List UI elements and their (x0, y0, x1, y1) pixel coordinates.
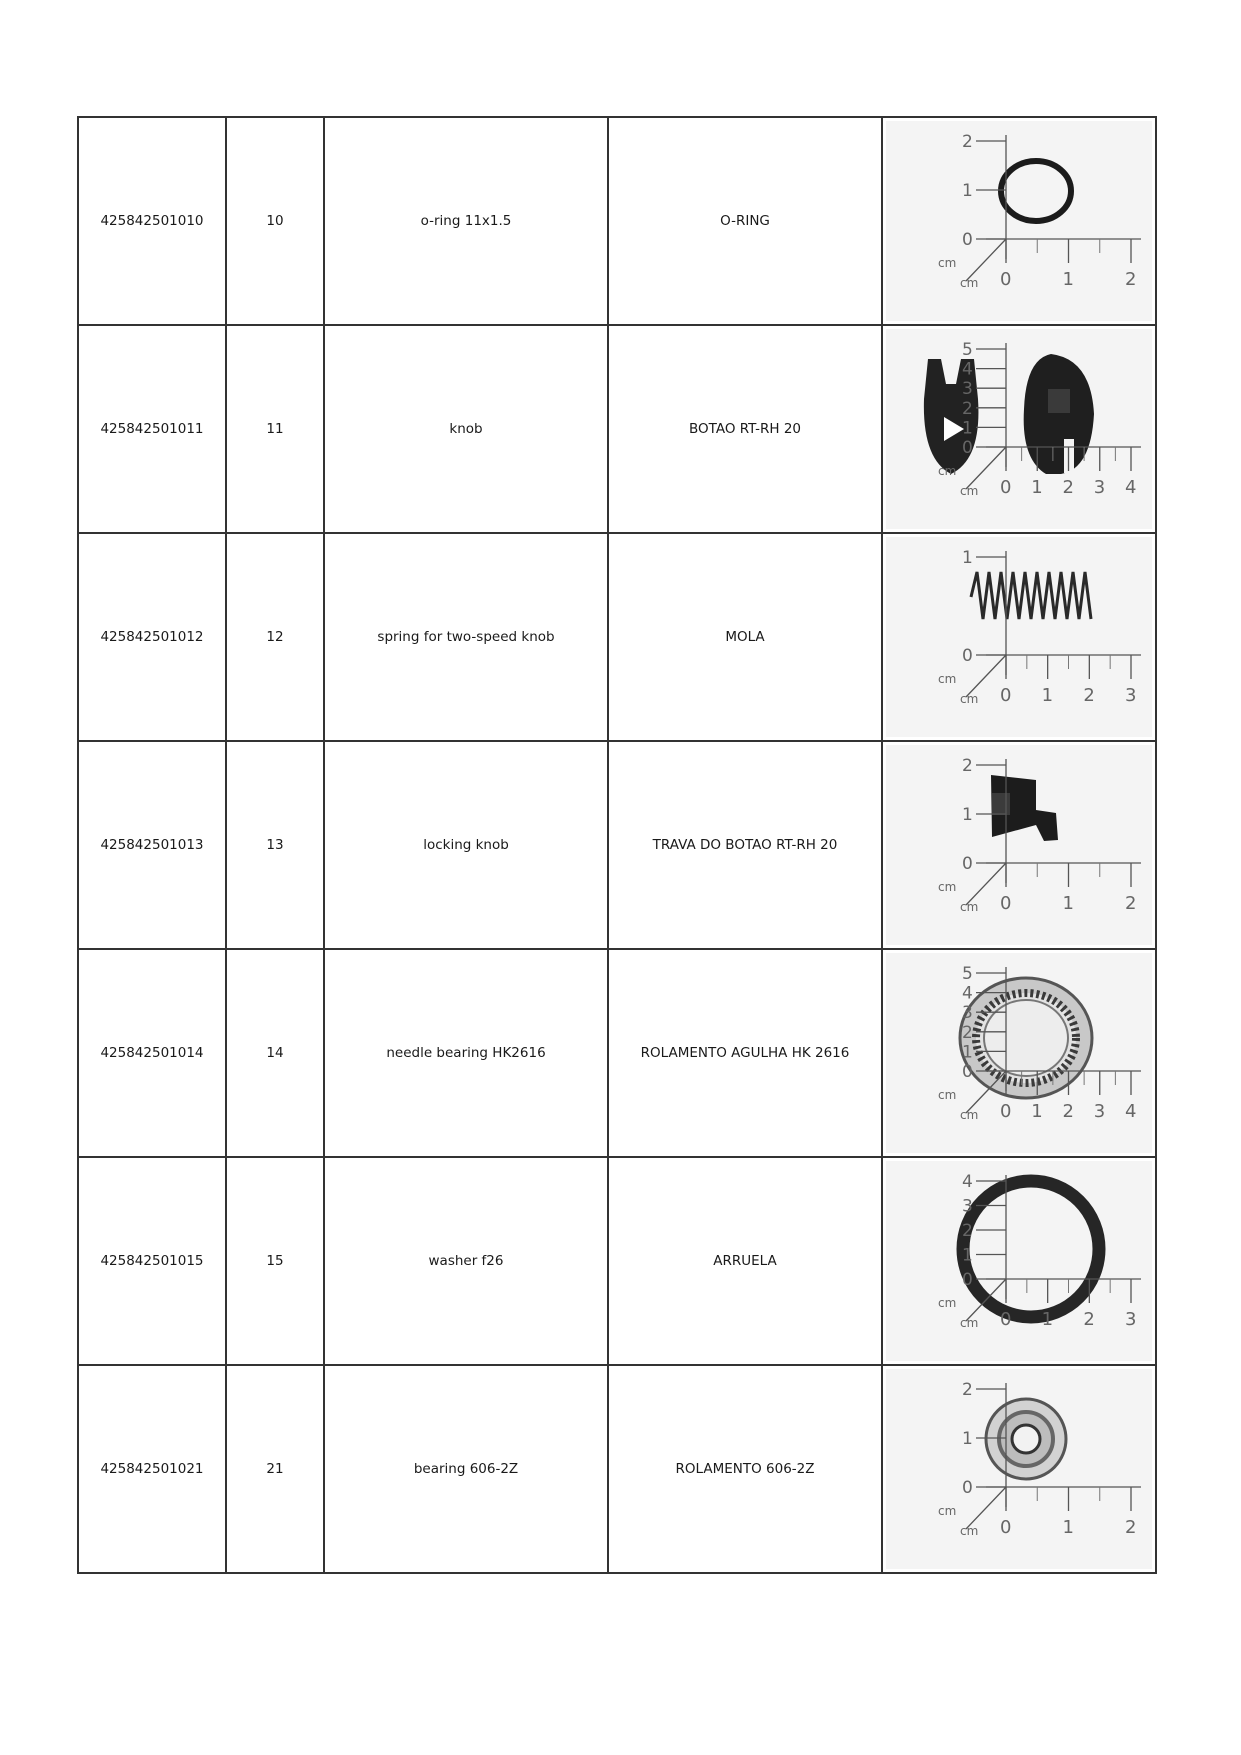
description-en: washer f26 (324, 1157, 608, 1365)
scale-label-y: 5 (962, 340, 973, 360)
scale-label-y: 0 (962, 854, 973, 874)
scale-label-y: 2 (962, 132, 973, 152)
part-number: 425842501015 (78, 1157, 226, 1365)
scale-label-y: 2 (962, 398, 973, 419)
part-photo-figure (886, 745, 1152, 945)
part-photo (882, 741, 1156, 949)
scale-label-x: 0 (1000, 1517, 1012, 1538)
scale-label-y: 2 (962, 1022, 973, 1043)
scale-label-x: 0 (1000, 477, 1012, 498)
part-photo (882, 1365, 1156, 1573)
table-row (78, 1157, 1156, 1365)
scale-label-y: 1 (962, 418, 973, 439)
scale-label-x: 1 (1041, 685, 1054, 706)
part-photo (882, 117, 1156, 325)
table-row (78, 1365, 1156, 1573)
scale-unit: cm (938, 1296, 957, 1310)
scale-label-y: 1 (962, 1042, 973, 1063)
scale-label-y: 0 (962, 438, 973, 458)
locking-knob-icon (991, 775, 1058, 841)
scale-label-y: 0 (962, 1270, 973, 1290)
scale-unit: cm (960, 276, 979, 290)
position-number: 11 (226, 325, 324, 533)
spring-icon (971, 572, 1091, 619)
scale-unit: cm (960, 484, 979, 498)
part-number: 425842501010 (78, 117, 226, 325)
part-photo (882, 1157, 1156, 1365)
scale-label-x: 2 (1062, 477, 1074, 498)
scale-ruler (966, 135, 1141, 281)
scale-label-y: 2 (962, 756, 973, 776)
description-pt: ROLAMENTO AGULHA HK 2616 (608, 949, 882, 1157)
scale-label-x: 1 (1062, 1517, 1074, 1538)
scale-unit: cm (938, 880, 957, 894)
scale-label-y: 5 (962, 964, 973, 984)
table-row (78, 533, 1156, 741)
description-en: spring for two-speed knob (324, 533, 608, 741)
scale-label-y: 0 (962, 1062, 973, 1082)
scale-label-y: 0 (962, 1478, 973, 1498)
part-photo-figure (886, 1161, 1152, 1361)
scale-label-y: 3 (962, 1196, 973, 1217)
scale-label-y: 4 (962, 983, 973, 1004)
table-row (78, 325, 1156, 533)
scale-unit: cm (938, 464, 957, 478)
scale-unit: cm (938, 672, 957, 686)
part-number: 425842501014 (78, 949, 226, 1157)
ball-bearing-icon (986, 1399, 1066, 1479)
description-pt: MOLA (608, 533, 882, 741)
part-number: 425842501012 (78, 533, 226, 741)
scale-label-x: 2 (1125, 1517, 1137, 1538)
scale-label-y: 1 (962, 805, 973, 825)
scale-label-x: 1 (1031, 477, 1043, 498)
scale-label-y: 1 (962, 1429, 973, 1449)
scale-label-y: 1 (962, 548, 973, 568)
part-photo (882, 325, 1156, 533)
scale-label-y: 1 (962, 181, 973, 201)
scale-label-y: 3 (962, 1003, 973, 1024)
part-photo-figure (886, 537, 1152, 737)
scale-unit: cm (960, 1524, 979, 1538)
description-en: o-ring 11x1.5 (324, 117, 608, 325)
description-pt: BOTAO RT-RH 20 (608, 325, 882, 533)
scale-unit: cm (960, 692, 979, 706)
scale-label-y: 2 (962, 1221, 973, 1241)
scale-label-x: 3 (1125, 1309, 1137, 1330)
scale-unit: cm (960, 1316, 979, 1330)
position-number: 15 (226, 1157, 324, 1365)
scale-label-x: 0 (1000, 1101, 1012, 1122)
description-en: knob (324, 325, 608, 533)
description-pt: ROLAMENTO 606-2Z (608, 1365, 882, 1573)
part-photo-figure (886, 1369, 1152, 1569)
scale-label-x: 2 (1062, 1101, 1074, 1122)
position-number: 13 (226, 741, 324, 949)
scale-label-x: 1 (1062, 269, 1074, 290)
scale-label-x: 4 (1125, 1101, 1137, 1122)
table-row (78, 117, 1156, 325)
washer-icon (963, 1181, 1099, 1317)
description-en: locking knob (324, 741, 608, 949)
part-number: 425842501021 (78, 1365, 226, 1573)
scale-label-x: 1 (1041, 1309, 1054, 1330)
scale-label-y: 0 (962, 646, 973, 666)
table-row (78, 741, 1156, 949)
scale-unit: cm (960, 900, 979, 914)
position-number: 10 (226, 117, 324, 325)
description-en: needle bearing HK2616 (324, 949, 608, 1157)
scale-label-x: 3 (1125, 685, 1137, 706)
scale-label-y: 4 (962, 359, 973, 380)
description-pt: O-RING (608, 117, 882, 325)
scale-unit: cm (960, 1108, 979, 1122)
scale-label-x: 2 (1083, 1309, 1095, 1330)
part-photo-figure (886, 121, 1152, 321)
scale-label-x: 0 (1000, 1309, 1012, 1330)
scale-label-x: 0 (1000, 685, 1012, 706)
scale-label-x: 1 (1031, 1101, 1043, 1122)
scale-unit: cm (938, 1504, 957, 1518)
scale-label-y: 3 (962, 379, 973, 400)
scale-unit: cm (938, 256, 957, 270)
scale-label-x: 2 (1083, 685, 1095, 706)
position-number: 12 (226, 533, 324, 741)
scale-label-x: 4 (1125, 477, 1137, 498)
description-pt: TRAVA DO BOTAO RT-RH 20 (608, 741, 882, 949)
position-number: 21 (226, 1365, 324, 1573)
scale-label-x: 0 (1000, 893, 1012, 914)
scale-label-y: 0 (962, 230, 973, 250)
part-number: 425842501013 (78, 741, 226, 949)
description-pt: ARRUELA (608, 1157, 882, 1365)
o-ring-icon (1001, 161, 1071, 221)
part-photo (882, 949, 1156, 1157)
scale-label-y: 2 (962, 1380, 973, 1400)
scale-label-y: 4 (962, 1172, 973, 1192)
part-photo-figure (886, 953, 1152, 1153)
position-number: 14 (226, 949, 324, 1157)
scale-label-x: 0 (1000, 269, 1012, 290)
scale-unit: cm (938, 1088, 957, 1102)
part-photo-figure (886, 329, 1152, 529)
scale-ruler (966, 551, 1141, 697)
part-photo (882, 533, 1156, 741)
spare-parts-table (77, 116, 1157, 1574)
scale-label-x: 3 (1093, 477, 1106, 498)
scale-label-x: 1 (1062, 893, 1074, 914)
table-row (78, 949, 1156, 1157)
part-number: 425842501011 (78, 325, 226, 533)
description-en: bearing 606-2Z (324, 1365, 608, 1573)
scale-label-x: 3 (1093, 1101, 1106, 1122)
scale-label-x: 2 (1125, 269, 1137, 290)
scale-label-x: 2 (1125, 893, 1137, 914)
needle-bearing-icon (960, 978, 1092, 1098)
scale-label-y: 1 (962, 1245, 973, 1266)
